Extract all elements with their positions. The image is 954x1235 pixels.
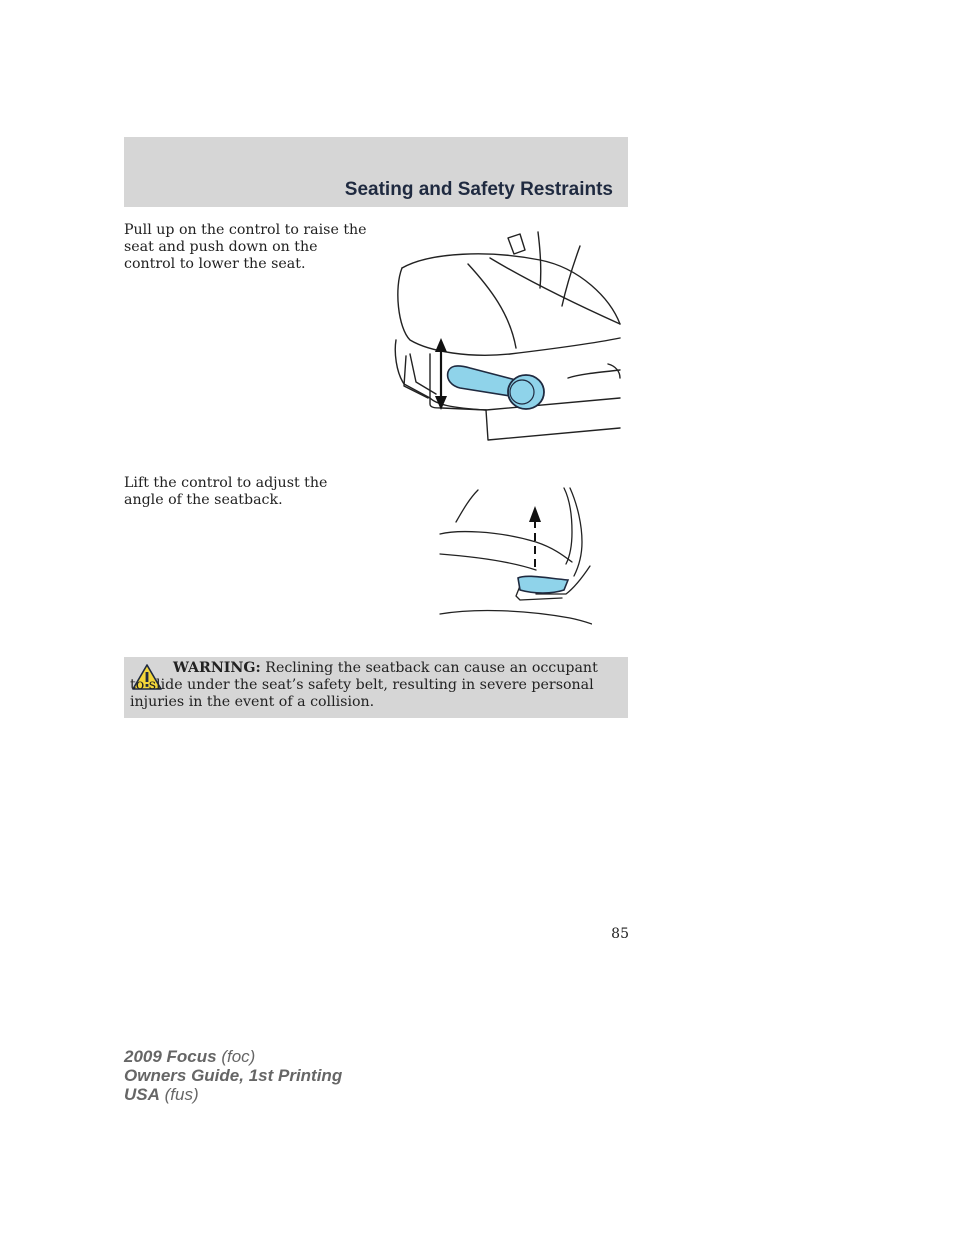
seatback-instructions: Lift the control to adjust the angle of the seatback. (124, 475, 328, 508)
section-title: Seating and Safety Restraints (344, 179, 613, 200)
footer-line-3 (124, 1085, 342, 1104)
seat-height-lever-illustration (390, 228, 622, 448)
warning-text (130, 660, 600, 711)
footer-line-1 (124, 1047, 342, 1066)
footer-market: USA (124, 1085, 160, 1104)
section-header-band (124, 137, 628, 207)
seat-recliner-lever-illustration (436, 486, 592, 632)
warning-label: WARNING: (173, 660, 261, 676)
page-number: 85 (611, 926, 629, 942)
footer-market-code: (fus) (159, 1085, 199, 1104)
footer-line-2: Owners Guide, 1st Printing (124, 1066, 343, 1085)
warning-body: Reclining the seatback can cause an occupant to slide under the seat’s safety belt, resulting in severe personal injuries in the event of a collision. (130, 660, 598, 710)
warning-box (124, 657, 628, 718)
footer-model-code: (foc) (216, 1047, 256, 1066)
seat-height-instructions: Pull up on the control to raise the seat and push down on the control to lower the seat. (124, 222, 367, 272)
footer-model: 2009 Focus (124, 1047, 217, 1066)
document-footer (124, 1047, 342, 1104)
